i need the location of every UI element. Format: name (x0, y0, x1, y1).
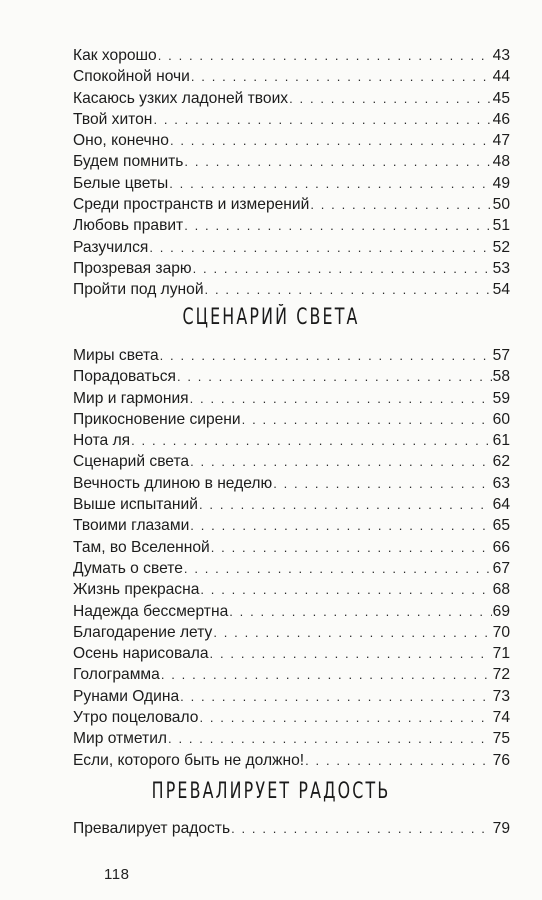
dot-leader (289, 88, 492, 109)
toc-entry (73, 664, 510, 685)
toc-entry-title: Вечность длиною в неделю (73, 474, 273, 492)
toc-entry (73, 579, 510, 600)
toc-entry-title: Жизнь прекрасна (73, 581, 200, 599)
dot-leader (199, 707, 491, 728)
toc-entry-page: 50 (492, 196, 510, 214)
toc-list (73, 345, 510, 771)
section-heading: СЦЕНАРИЙ СВЕТА (182, 305, 360, 330)
toc-entry (73, 430, 510, 451)
dot-leader (199, 494, 492, 515)
toc-entry-page: 66 (492, 538, 510, 556)
toc-entry-page: 45 (492, 89, 510, 107)
toc-entry-title: Осень нарисовала (73, 645, 209, 663)
toc-entry-title: Прозревая зарю (73, 259, 192, 277)
toc-entry (73, 388, 510, 409)
toc-entry (73, 237, 510, 258)
toc-entry (73, 258, 510, 279)
toc-entry (73, 215, 510, 236)
toc-entry-title: Твой хитон (73, 110, 153, 128)
toc-entry-page: 64 (492, 496, 510, 514)
toc-entry-title: Там, во Вселенной (73, 538, 210, 556)
toc-entry-title: Пройти под луной (73, 281, 204, 299)
dot-leader (168, 728, 492, 749)
toc-entry (73, 558, 510, 579)
toc-entry-page: 61 (492, 432, 510, 450)
dot-leader (200, 579, 491, 600)
toc-entry-page: 58 (492, 368, 510, 386)
toc-entry (73, 537, 510, 558)
dot-leader (231, 818, 492, 839)
toc-entry-page: 47 (492, 132, 510, 150)
toc-entry (73, 409, 510, 430)
toc-entry-page: 70 (492, 623, 510, 641)
dot-leader (184, 215, 491, 236)
dot-leader (184, 558, 492, 579)
toc-entry-title: Нота ля (73, 432, 131, 450)
toc-entry-title: Выше испытаний (73, 496, 198, 514)
dot-leader (273, 473, 491, 494)
toc-entry-title: Мир и гармония (73, 389, 189, 407)
toc-entry-page: 65 (492, 517, 510, 535)
dot-leader (131, 430, 492, 451)
toc-entry-page: 53 (492, 259, 510, 277)
toc-entry-title: Белые цветы (73, 174, 169, 192)
dot-leader (170, 130, 492, 151)
dot-leader (180, 686, 492, 707)
toc-list (73, 818, 510, 839)
dot-leader (169, 173, 491, 194)
toc-entry-title: Оно, конечно (73, 132, 169, 150)
toc-entry-page: 57 (492, 347, 510, 364)
toc-entry (73, 109, 510, 130)
toc-entry-page: 74 (492, 709, 510, 727)
toc-entry-page: 68 (492, 581, 510, 599)
toc-entry-page: 52 (492, 238, 510, 256)
toc-entry (73, 366, 510, 387)
dot-leader (310, 194, 491, 215)
toc-entry (73, 494, 510, 515)
toc-entry-page: 76 (492, 751, 510, 769)
toc-entry-page: 60 (492, 410, 510, 428)
toc-entry-page: 72 (492, 666, 510, 684)
toc-entry (73, 686, 510, 707)
dot-leader (242, 409, 492, 430)
toc-entry (73, 622, 510, 643)
toc-entry-page: 48 (492, 153, 510, 171)
toc-entry (73, 643, 510, 664)
toc-entry-title: Прикосновение сирени (73, 410, 241, 428)
toc-entry-title: Думать о свете (73, 559, 183, 577)
toc-entry (73, 45, 510, 66)
toc-entry-title: Будем помнить (73, 153, 184, 171)
toc-entry-title: Порадоваться (73, 368, 176, 386)
dot-leader (190, 388, 492, 409)
toc-entry-page: 44 (492, 68, 510, 86)
toc-entry-title: Разучился (73, 238, 149, 256)
toc-entry-title: Миры света (73, 347, 159, 364)
toc-entry-page: 43 (492, 47, 510, 64)
toc-entry-title: Мир отметил (73, 730, 168, 748)
dot-leader (211, 537, 492, 558)
dot-leader (213, 622, 491, 643)
toc-entry (73, 88, 510, 109)
dot-leader (158, 45, 492, 66)
toc-entry (73, 279, 510, 300)
dot-leader (149, 237, 491, 258)
toc-entry (73, 66, 510, 87)
toc-entry-page: 79 (492, 820, 510, 837)
toc-entry-title: Если, которого быть не должно! (73, 751, 305, 769)
toc-entry-title: Утро поцеловало (73, 709, 199, 727)
toc-entry-title: Надежда бессмертна (73, 602, 229, 620)
toc-entry (73, 345, 510, 366)
dot-leader (190, 515, 491, 536)
toc-entry-page: 73 (492, 687, 510, 705)
toc-entry (73, 750, 510, 771)
toc-entry-page: 67 (492, 559, 510, 577)
toc-entry (73, 194, 510, 215)
toc-entry-title: Твоими глазами (73, 517, 190, 535)
toc-entry-title: Среди пространств и измерений (73, 196, 310, 214)
toc-entry-title: Благодарение лету (73, 623, 213, 641)
toc-entry-title: Касаюсь узких ладоней твоих (73, 89, 289, 107)
toc-entry (73, 130, 510, 151)
toc-entry-title: Как хорошо (73, 47, 157, 64)
toc-entry (73, 451, 510, 472)
toc-entry-title: Любовь правит (73, 217, 184, 235)
toc-entry (73, 818, 510, 839)
dot-leader (229, 601, 491, 622)
toc-entry (73, 707, 510, 728)
toc-entry-title: Сценарий света (73, 453, 190, 471)
toc-entry (73, 473, 510, 494)
toc-entry-title: Превалирует радость (73, 820, 231, 837)
dot-leader (160, 345, 492, 366)
dot-leader (153, 109, 491, 130)
toc-entry-page: 51 (492, 217, 510, 235)
dot-leader (191, 66, 492, 87)
dot-leader (305, 750, 492, 771)
toc-entry-title: Рунами Одина (73, 687, 180, 705)
toc-entry-page: 46 (492, 110, 510, 128)
dot-leader (193, 258, 492, 279)
toc-entry-page: 54 (492, 281, 510, 299)
page-number: 118 (104, 866, 130, 883)
dot-leader (210, 643, 492, 664)
toc-entry-page: 49 (492, 174, 510, 192)
dot-leader (190, 451, 492, 472)
toc-entry-page: 69 (492, 602, 510, 620)
dot-leader (184, 151, 491, 172)
toc-entry (73, 601, 510, 622)
toc-entry (73, 173, 510, 194)
toc-entry-title: Голограмма (73, 666, 160, 684)
dot-leader (161, 664, 492, 685)
toc-entry-page: 63 (492, 474, 510, 492)
toc-entry (73, 515, 510, 536)
toc-entry-page: 75 (492, 730, 510, 748)
dot-leader (205, 279, 492, 300)
toc-list (73, 45, 510, 301)
section-heading: ПРЕВАЛИРУЕТ РАДОСТЬ (151, 779, 391, 804)
toc-entry-page: 62 (492, 453, 510, 471)
toc-entry (73, 151, 510, 172)
toc-entry-page: 71 (492, 645, 510, 663)
toc-entry-page: 59 (492, 389, 510, 407)
toc-entry (73, 728, 510, 749)
toc-entry-title: Спокойной ночи (73, 68, 190, 86)
dot-leader (177, 366, 492, 387)
